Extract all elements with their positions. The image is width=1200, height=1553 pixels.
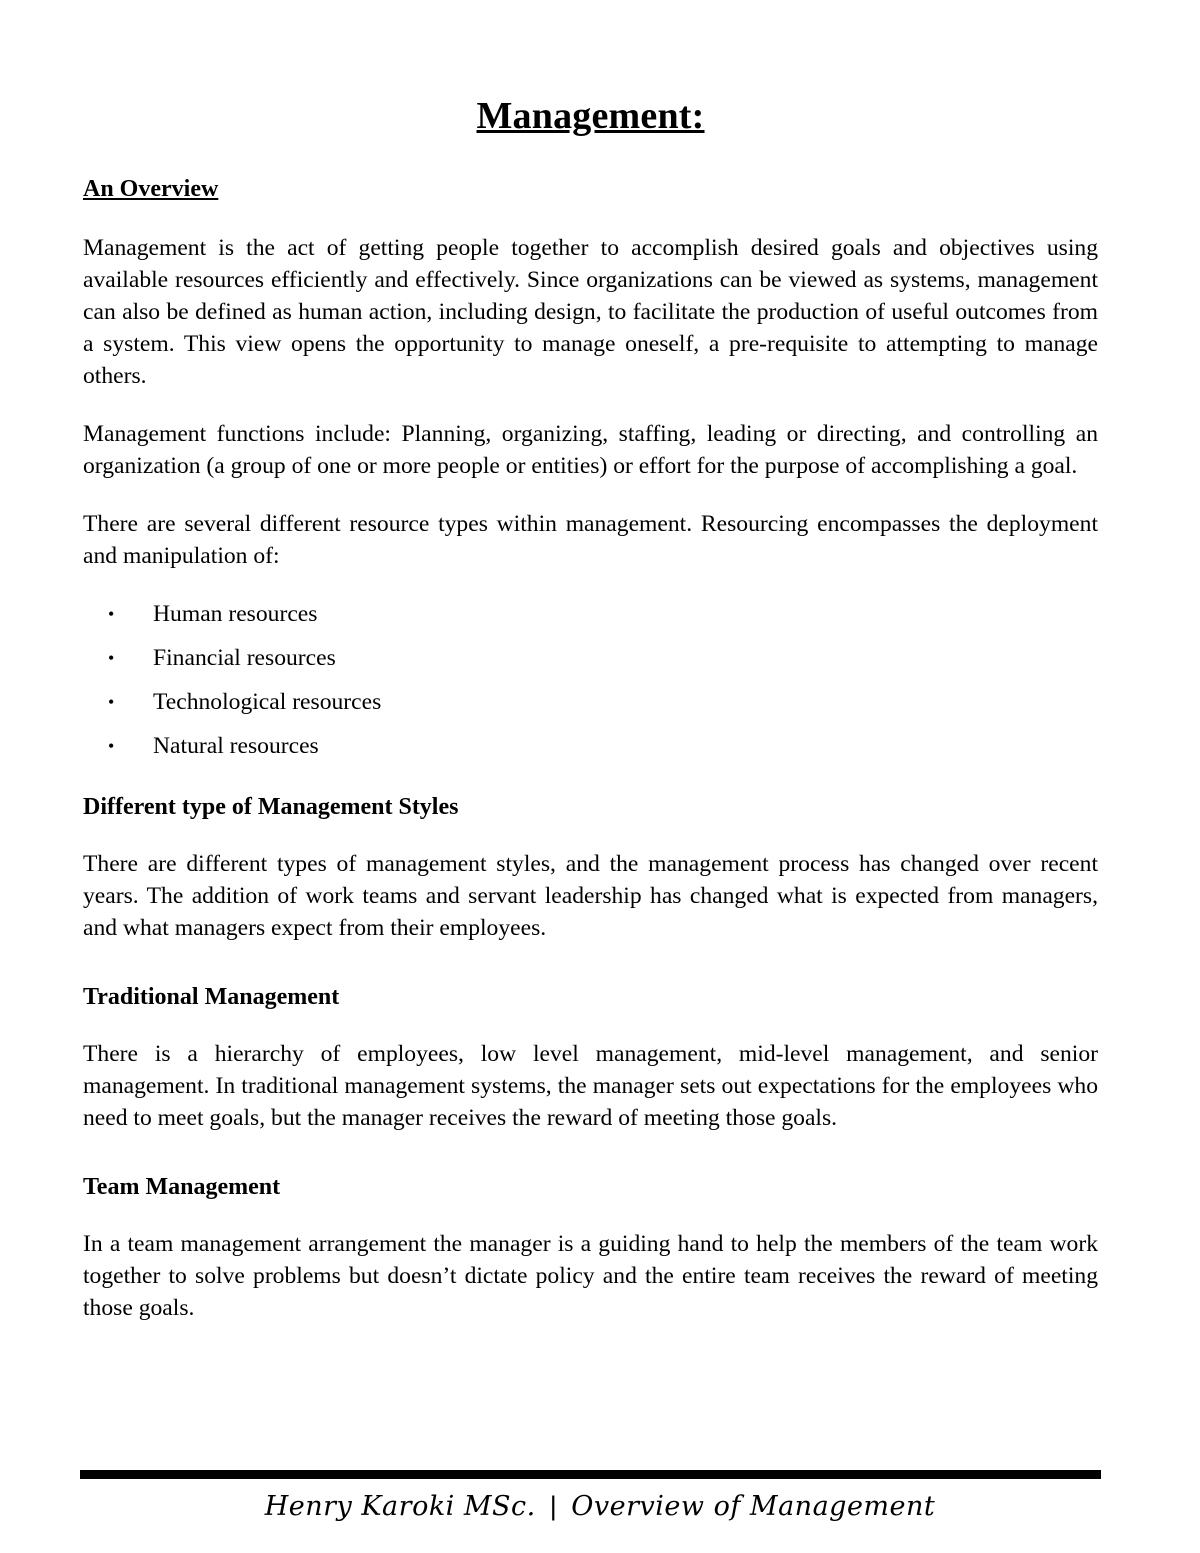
list-item	[83, 730, 1098, 762]
list-item-label: Natural resources	[153, 733, 319, 759]
footer-separator: |	[549, 1491, 558, 1521]
overview-heading: An Overview	[83, 176, 219, 202]
bullet-icon: •	[108, 604, 115, 624]
footer-doc-title: Overview of Management	[571, 1491, 936, 1522]
bullet-icon: •	[108, 736, 115, 756]
section-heading-management-styles: Different type of Management Styles	[83, 794, 459, 820]
page-title: Management:	[476, 95, 705, 137]
document-body	[83, 96, 1098, 1324]
section-text-traditional-management: There is a hierarchy of employees, low level management, mid-level management, and senior management. In traditional management systems, the manager sets out expectations for the employees who need to meet goals, but the manager receives the reward of meeting those goals.	[83, 1041, 1098, 1131]
list-item	[83, 686, 1098, 718]
paragraph-functions: Management functions include: Planning, organizing, staffing, leading or directing, and controlling an organization (a group of one or more people or entities) or effort for the purpose of accomplishing a goal.	[83, 421, 1098, 479]
section-text-management-styles: There are different types of management styles, and the management process has changed over recent years. The addition of work teams and servant leadership has changed what is expected from managers, and what managers expect from their employees.	[83, 851, 1098, 941]
footer-author: Henry Karoki MSc.	[264, 1491, 536, 1522]
list-item-label: Financial resources	[153, 645, 336, 671]
bullet-icon: •	[108, 692, 115, 712]
paragraph-resources-intro: There are several different resource types within management. Resourcing encompasses the deployment and manipulation of:	[83, 511, 1098, 569]
paragraph-definition: Management is the act of getting people together to accomplish desired goals and objectives using available resources efficiently and effectively. Since organizations can be viewed as systems, management can also be defined as human action, including design, to facilitate the production of useful outcomes from a system. This view opens the opportunity to manage oneself, a pre-requisite to attempting to manage others.	[83, 235, 1098, 389]
bullet-icon: •	[108, 648, 115, 668]
section-text-team-management: In a team management arrangement the manager is a guiding hand to help the members of the team work together to solve problems but doesn’t dictate policy and the entire team receives the reward of meeting those goals.	[83, 1231, 1098, 1321]
section-heading-traditional-management: Traditional Management	[83, 984, 340, 1010]
list-item	[83, 598, 1098, 630]
page-footer	[0, 1484, 1200, 1529]
list-item-label: Technological resources	[153, 689, 382, 715]
footer-divider	[80, 1470, 1101, 1479]
list-item	[83, 642, 1098, 674]
resource-list	[83, 598, 1098, 762]
section-heading-team-management: Team Management	[83, 1174, 281, 1200]
list-item-label: Human resources	[153, 601, 318, 627]
